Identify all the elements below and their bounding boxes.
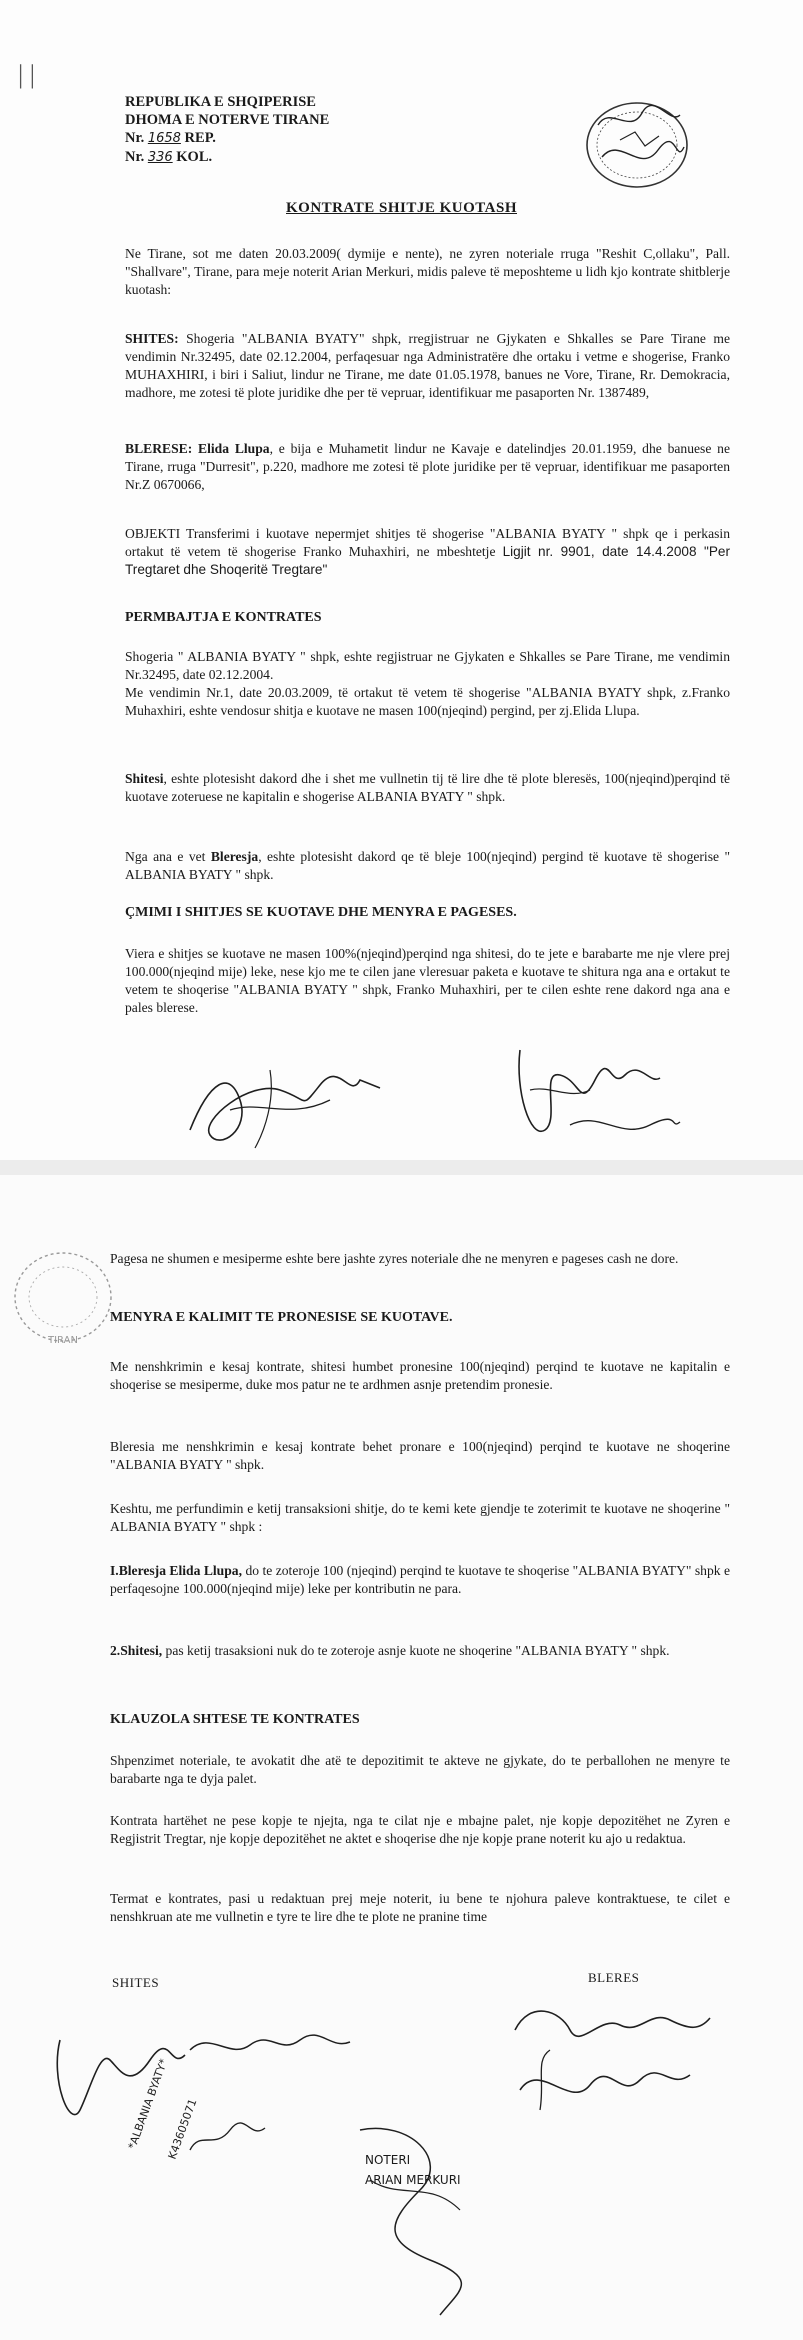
content-text-2: Me vendimin Nr.1, date 20.03.2009, të ortakut të vetem të shogerise "ALBANIA BYATY shpk, z.Franko Muhaxhiri, eshte vendosur shitja e kuotave ne masen 100(njeqind) pergind, per zj.Elida Llupa.	[125, 685, 730, 718]
contract-title: KONTRATE SHITJE KUOTASH	[286, 200, 517, 216]
price-paragraph: Viera e shitjes se kuotave ne masen 100%(njeqind)perqind nga shitesi, do te jete e barabarte me nje vlere prej 100.000(njeqind mije) leke, nese kjo me te cilen jane vleresuar paketa e kuotave te shitura nga ana e ortakut te vetem te shoqerise "ALBANIA BYATY " shpk, Franko Muhaxhiri, per te cilen eshte rene dakord nga ana e pales blerese.	[125, 946, 730, 1015]
notary-stamp-faded	[8, 1245, 118, 1350]
document-page-1	[0, 0, 803, 1160]
scan-edge-mark: | |	[18, 60, 35, 89]
kol-number: 336	[147, 150, 173, 165]
transfer-heading: MENYRA E KALIMIT TE PRONESISE SE KUOTAVE.	[110, 1310, 453, 1325]
seller-label: SHITES:	[125, 331, 179, 346]
rep-number: 1658	[147, 131, 181, 146]
object-paragraph	[125, 525, 730, 579]
buyer-agreement-paragraph: Nga ana e vet Bleresja, eshte plotesisht dakord qe të bleje 100(njeqind) pergind të kuotave të shogerise " ALBANIA BYATY " shpk.	[125, 849, 731, 882]
transfer-paragraph-2: Bleresia me nenshkrimin e kesaj kontrate behet pronare e 100(njeqind) perqind te kuotave ne shoqerine "ALBANIA BYATY " shpk.	[110, 1439, 730, 1472]
notary-stamp-top	[580, 95, 695, 195]
ownership-item-seller: 2.Shitesi, pas ketij trasaksioni nuk do te zoteroje asnje kuote ne shoqerine "ALBANIA BYATY " shpk.	[110, 1643, 670, 1658]
seller-paragraph	[125, 330, 730, 402]
header-rep-line: Nr. 1658 REP.	[125, 130, 216, 146]
seller-agreement-paragraph: Shitesi, eshte plotesisht dakord dhe i shet me vullnetin tij të lire dhe të plote bleresës, 100(njeqind)perqind të kuotave zoteruese ne kapitalin e shogerise ALBANIA BYATY " shpk.	[125, 771, 730, 804]
intro-paragraph: Ne Tirane, sot me daten 20.03.2009( dymije e nente), ne zyren noteriale rruga "Reshit C,ollaku", Pall. "Shallvare", Tirane, para meje noterit Arian Merkuri, midis paleve të meposhteme u lidh kjo kontrate shitblerje kuotash:	[125, 246, 730, 297]
buyer-signature-page1	[500, 1030, 700, 1160]
content-text-1: Shogeria " ALBANIA BYATY " shpk, eshte regjistruar ne Gjykaten e Shkalles se Pare Tirane, me vendimin Nr.32495, date 02.12.2004.	[125, 649, 730, 682]
buyer-signature-page2	[500, 1990, 720, 2150]
transfer-paragraph-3: Keshtu, me perfundimin e ketij transaksioni shitje, do te kemi kete gjendje te zoterimit te kuotave ne shoqerine " ALBANIA BYATY " shpk :	[110, 1501, 730, 1534]
svg-text:K43605071: K43605071	[165, 2097, 200, 2162]
buyer-text: , e bija e Muhametit lindur ne Kavaje e datelindjes 20.01.1959, dhe banuese ne Tirane, rruga "Durresit", p.220, madhore me zotesi të plote juridike per të vepruar, identifikuar me pasaporten Nr.Z 0670066,	[125, 441, 730, 492]
page-separator	[0, 1160, 803, 1175]
price-heading: ÇMIMI I SHITJES SE KUOTAVE DHE MENYRA E PAGESES.	[125, 905, 517, 920]
ownership-item-buyer: I.Bleresja Elida Llupa, do te zoteroje 100 (njeqind) perqind te kuotave te shoqerise "ALBANIA BYATY" shpk e perfaqesojne 100.000(njeqind mije) leke per kontributin ne para.	[110, 1563, 731, 1596]
object-law: Ligjit nr. 9901, date 14.4.2008 "Per Tregtaret dhe Shoqeritë Tregtare"	[125, 544, 730, 577]
document-header	[125, 93, 329, 167]
content-heading: PERMBAJTJA E KONTRATES	[125, 610, 322, 625]
svg-text:*ALBANIA BYATY*: *ALBANIA BYATY*	[125, 2057, 171, 2152]
object-text: OBJEKTI Transferimi i kuotave nepermjet shitjes të shogerise "ALBANIA BYATY " shpk qe i perkasin ortakut të vetem të shogerise Franko Muhaxhiri, ne mbeshtetje	[125, 526, 730, 559]
buyer-label: BLERESE: Elida Llupa	[125, 441, 270, 456]
notary-signature	[340, 2120, 490, 2320]
transfer-paragraph-1: Me nenshkrimin e kesaj kontrate, shitesi humbet pronesine 100(njeqind) perqind te kuotave ne kapitalin e shoqerise se mesiperme, duke mos patur ne te ardhmen asnje pretendim pronesie.	[110, 1359, 730, 1392]
clauses-heading: KLAUZOLA SHTESE TE KONTRATES	[110, 1712, 360, 1727]
header-chamber: DHOMA E NOTERVE TIRANE	[125, 112, 330, 128]
seller-agreement-label: Shitesi	[125, 771, 164, 786]
clauses-paragraph-1: Shpenzimet noteriale, te avokatit dhe atë te depozitimit te akteve ne gjykate, do te perballohen ne menyre te barabarte nga te dyja palet.	[110, 1753, 730, 1786]
seller-text: Shogeria "ALBANIA BYATY" shpk, rregjistruar ne Gjykaten e Shkalles se Pare Tirane me vendimin Nr.32495, date 02.12.2004, perfaqesuar nga Administratëre dhe ortaku i vetme e shogerise, Franko MUHAXHIRI, i biri i Saliut, lindur ne Tirane, me date 01.05.1978, banues ne Vore, Tirane, Rr. Demokracia, madhore, me zotesi të plote juridike dhe per të vepruar, identifikuar me pasaporten Nr. 1387489,	[125, 331, 730, 400]
clauses-paragraph-2: Kontrata hartëhet ne pese kopje te njejta, nga te cilat nje e mbajne palet, nje kopje depozitëhet ne Zyren e Regjistrit Tregtar, nje kopje depozitëhet ne aktet e shoqerise dhe nje kopje prane noterit ku ajo u redaktua.	[110, 1813, 730, 1846]
buyer-agreement-label: Bleresja	[210, 849, 259, 864]
header-kol-line: Nr. 336 KOL.	[125, 149, 213, 165]
notary-name: ARIAN MERKURI	[365, 2173, 461, 2187]
content-paragraph	[125, 648, 730, 720]
header-republic: REPUBLIKA E SHQIPERISE	[125, 94, 316, 110]
clauses-paragraph-3: Termat e kontrates, pasi u redaktuan prej meje noterit, iu bene te njohura paleve kontraktuese, te cilet e nenshkruan ate me vullnetin e tyre te lire dhe te plote ne pranine time	[110, 1891, 730, 1924]
ownership-item-buyer-label: I.Bleresja Elida Llupa,	[110, 1563, 243, 1578]
seller-signature-page2	[40, 2000, 360, 2200]
seller-sign-label: SHITES	[112, 1975, 160, 1990]
buyer-paragraph	[125, 440, 730, 494]
ownership-item-seller-label: 2.Shitesi,	[110, 1643, 163, 1658]
buyer-sign-label: BLERES	[588, 1970, 640, 1985]
seller-signature-page1	[170, 1040, 410, 1160]
payment-paragraph: Pagesa ne shumen e mesiperme eshte bere jashte zyres noteriale dhe ne menyren e pageses cash ne dore.	[110, 1251, 679, 1266]
svg-text:TIRAN: TIRAN	[48, 1335, 78, 1346]
notary-label: NOTERI	[365, 2153, 411, 2167]
